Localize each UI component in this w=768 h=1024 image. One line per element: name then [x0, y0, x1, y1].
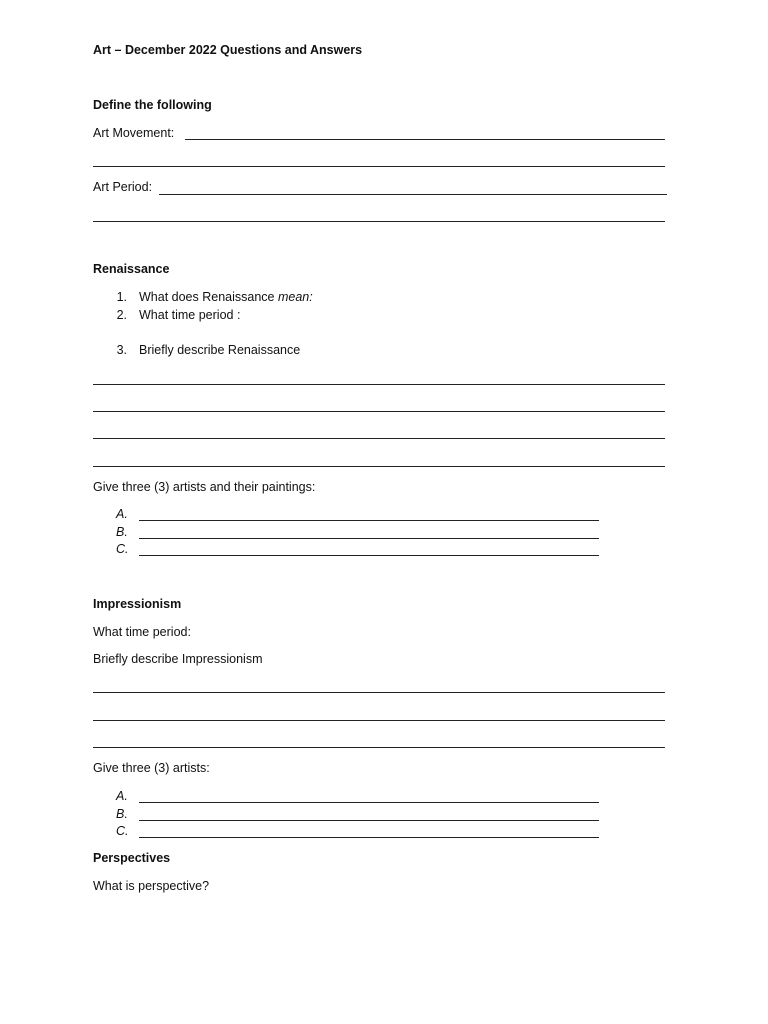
impressionism-answer-line-2[interactable] [93, 720, 665, 721]
impressionism-option-a: A. [116, 789, 128, 803]
art-movement-answer-line-2[interactable] [93, 166, 665, 167]
impressionism-option-b-line[interactable] [139, 820, 599, 821]
renaissance-q3-text: Briefly describe Renaissance [139, 343, 301, 357]
renaissance-option-a-line[interactable] [139, 520, 599, 521]
renaissance-q1-number: 1. [116, 290, 127, 304]
renaissance-option-b-line[interactable] [139, 538, 599, 539]
renaissance-q1-text [139, 289, 313, 305]
impressionism-artists-prompt: Give three (3) artists: [93, 761, 210, 775]
art-period-label: Art Period: [93, 180, 153, 194]
art-period-answer-line-2[interactable] [93, 221, 665, 222]
renaissance-option-c-line[interactable] [139, 555, 599, 556]
impressionism-describe: Briefly describe Impressionism [93, 652, 263, 666]
renaissance-answer-line-2[interactable] [93, 411, 665, 412]
renaissance-answer-line-3[interactable] [93, 438, 665, 439]
impressionism-heading: Impressionism [93, 597, 182, 611]
renaissance-q1-emphasis: mean: [277, 290, 313, 304]
renaissance-answer-line-1[interactable] [93, 384, 665, 385]
renaissance-heading: Renaissance [93, 262, 170, 276]
impressionism-answer-line-1[interactable] [93, 692, 665, 693]
art-movement-answer-line[interactable] [185, 139, 665, 140]
impressionism-option-b: B. [116, 807, 128, 821]
renaissance-q2-text: What time period : [139, 308, 241, 322]
define-heading: Define the following [93, 98, 212, 112]
art-movement-label: Art Movement: [93, 126, 175, 140]
art-period-answer-line[interactable] [159, 194, 667, 195]
renaissance-option-c: C. [116, 542, 129, 556]
impressionism-option-c-line[interactable] [139, 837, 599, 838]
impressionism-answer-line-3[interactable] [93, 747, 665, 748]
page-title: Art – December 2022 Questions and Answers [93, 43, 363, 57]
renaissance-artists-prompt: Give three (3) artists and their paintings: [93, 480, 316, 494]
renaissance-option-a: A. [116, 507, 128, 521]
renaissance-answer-line-4[interactable] [93, 466, 665, 467]
perspectives-question: What is perspective? [93, 879, 210, 893]
renaissance-q3-number: 3. [116, 343, 127, 357]
renaissance-q2-number: 2. [116, 308, 127, 322]
renaissance-q1-label: What does Renaissance [139, 290, 275, 304]
renaissance-option-b: B. [116, 525, 128, 539]
impressionism-option-a-line[interactable] [139, 802, 599, 803]
perspectives-heading: Perspectives [93, 851, 171, 865]
impressionism-time-period: What time period: [93, 625, 191, 639]
impressionism-option-c: C. [116, 824, 129, 838]
